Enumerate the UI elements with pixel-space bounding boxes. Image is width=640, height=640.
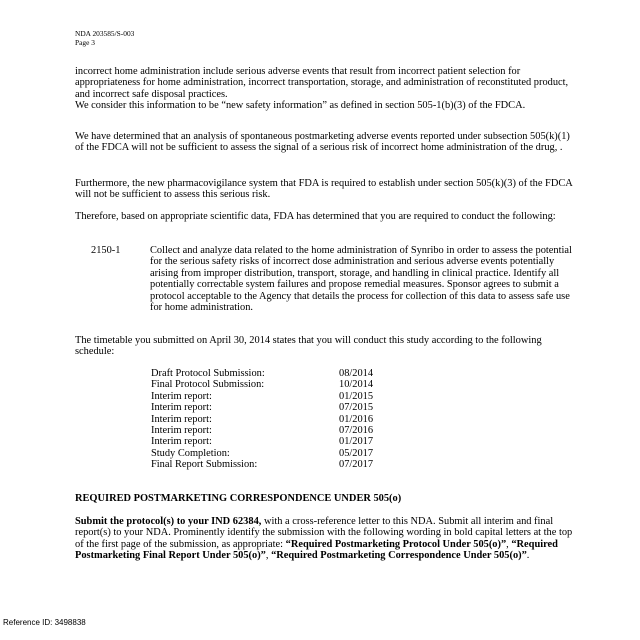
final-report-wording: “Required Postmarketing Final Report Under 505(o)” — [75, 538, 558, 562]
paragraph-incorrect-home-administration: incorrect home administration include serious adverse events that result from incorrect patient selection for appropriateness for home administration, incorrect transportation, storage, and administration of reconstituted product, and incorrect safe disposal practices. — [75, 66, 569, 100]
schedule-row — [151, 379, 391, 390]
schedule-label: Final Protocol Submission: — [151, 379, 265, 391]
submission-lead: Submit the protocol(s) to your IND 62384, — [75, 516, 262, 527]
schedule-row — [151, 402, 391, 413]
schedule-row — [151, 425, 391, 436]
schedule-table — [151, 368, 391, 471]
schedule-date: 07/2017 — [339, 459, 374, 471]
requirement-number: 2150-1 — [91, 245, 121, 256]
paragraph-pharmacovigilance: Furthermore, the new pharmacovigilance system that FDA is required to establish under section 505(k)(3) of the FDCA will not be sufficient to assess this serious risk. — [75, 178, 573, 201]
schedule-label: Interim report: — [151, 390, 212, 402]
paragraph-spontaneous-analysis: We have determined that an analysis of spontaneous postmarketing adverse events reported under subsection 505(k)(1) of the FDCA will not be sufficient to assess the signal of a serious risk of incorrect home administration of the drug, . — [75, 131, 570, 154]
schedule-row — [151, 391, 391, 402]
schedule-label: Interim report: — [151, 424, 212, 436]
page-number: Page 3 — [75, 38, 95, 47]
schedule-row — [151, 368, 391, 379]
requirement-text: Collect and analyze data related to the home administration of Synribo in order to assess the potential for the serious safety risks of incorrect dose administration and serious adverse events potentially arising from improper distribution, transport, storage, and handling in clinical practice. Identify all potentially correctable system failures and propose remedial measures. Sponsor agrees to submit a protocol acceptable to the Agency that details the process for collection of this data to assess safe use for home administration. — [150, 245, 572, 314]
schedule-date: 01/2015 — [339, 390, 374, 402]
schedule-date: 01/2016 — [339, 413, 374, 425]
schedule-label: Interim report: — [151, 402, 212, 414]
protocol-wording: “Required Postmarketing Protocol Under 505(o)” — [285, 538, 507, 550]
schedule-date: 10/2014 — [339, 379, 374, 391]
reference-id: Reference ID: 3498838 — [3, 618, 86, 627]
schedule-label: Interim report: — [151, 436, 212, 448]
paragraph-timetable: The timetable you submitted on April 30, 2014 states that you will conduct this study according to the following schedule: — [75, 335, 542, 358]
schedule-date: 01/2017 — [339, 436, 374, 448]
schedule-label: Interim report: — [151, 413, 212, 425]
schedule-row — [151, 459, 391, 470]
section-heading: REQUIRED POSTMARKETING CORRESPONDENCE UNDER 505(o) — [75, 493, 402, 504]
paragraph-new-safety-information: We consider this information to be “new safety information” as defined in section 505-1(b)(3) of the FDCA. — [75, 100, 526, 111]
nda-number: NDA 203585/S-003 — [75, 29, 135, 38]
schedule-row — [151, 436, 391, 447]
schedule-date: 07/2016 — [339, 424, 374, 436]
separator: , — [506, 538, 512, 550]
schedule-label: Study Completion: — [151, 447, 230, 459]
schedule-label: Draft Protocol Submission: — [151, 368, 265, 379]
page-header — [75, 29, 134, 47]
separator: , — [265, 550, 272, 562]
schedule-label: Final Report Submission: — [151, 459, 258, 471]
correspondence-wording: “Required Postmarketing Correspondence Under 505(o)” — [271, 550, 527, 562]
period: . — [526, 550, 530, 562]
submission-body: with a cross-reference letter to this NDA. Submit all interim and final report(s) to your NDA. Prominently identify the submission with the following wording in bold capital letters at the top of the first page of the submission, as appropriate: — [75, 516, 573, 550]
schedule-row — [151, 448, 391, 459]
schedule-date: 07/2015 — [339, 402, 374, 414]
paragraph-submission-instructions — [75, 516, 575, 562]
schedule-date: 05/2017 — [339, 447, 374, 459]
schedule-row — [151, 414, 391, 425]
schedule-date: 08/2014 — [339, 368, 374, 379]
paragraph-requirement-intro: Therefore, based on appropriate scientific data, FDA has determined that you are required to conduct the following: — [75, 211, 556, 222]
